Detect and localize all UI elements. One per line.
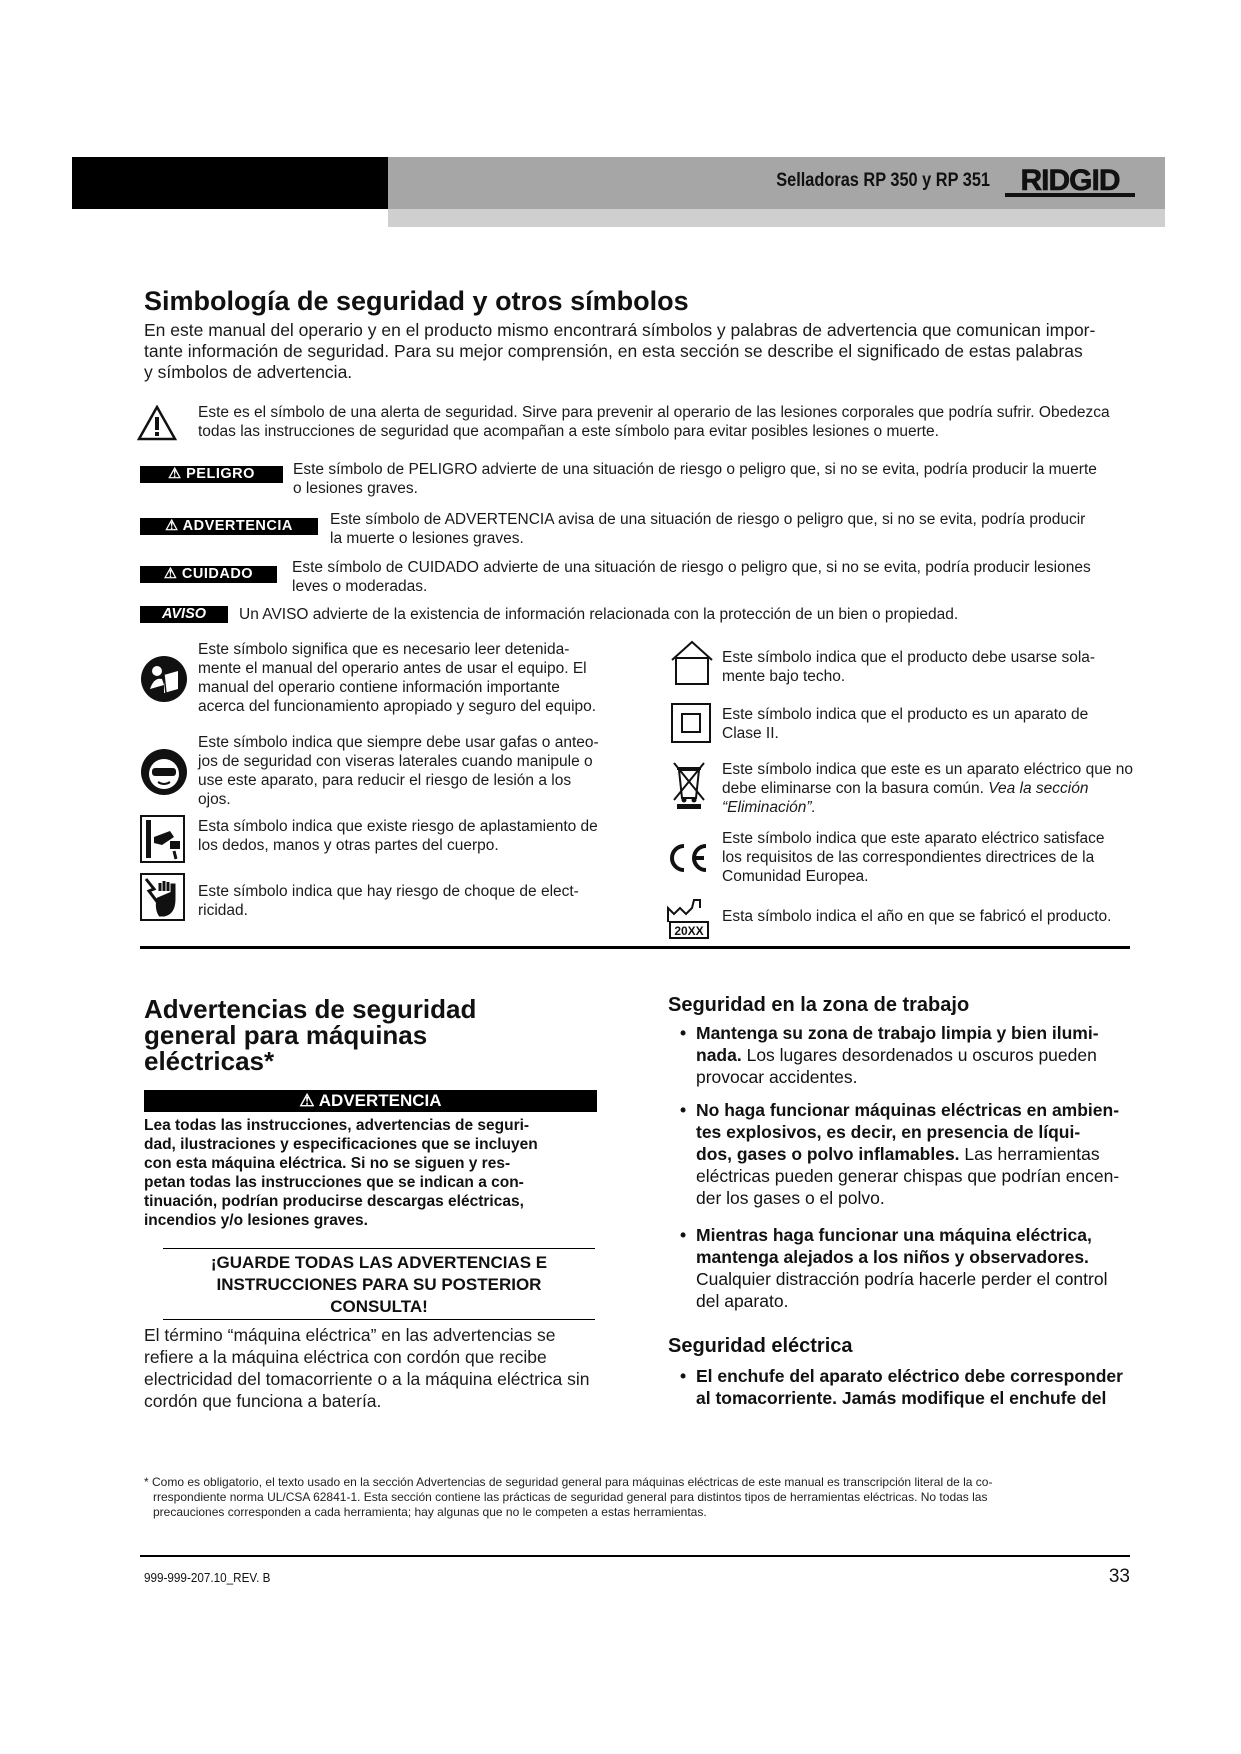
advertencia-banner-text: ADVERTENCIA <box>318 1091 442 1110</box>
class-ii-description <box>722 705 1172 743</box>
bold-line: Mantenga su zona de trabajo limpia y bien ilumi- <box>696 1023 1099 1043</box>
class-ii-icon <box>671 703 711 743</box>
term-line: cordón que funciona a batería. <box>144 1391 382 1411</box>
safety-glasses-icon <box>140 748 188 796</box>
manufacture-year-description: Esta símbolo indica el año en que se fabricó el producto. <box>722 908 1112 925</box>
symbol-line: ricidad. <box>198 902 248 919</box>
title-line: general para máquinas <box>144 1020 428 1050</box>
symbol-line: use este aparato, para reducir el riesgo de lesión a los <box>198 772 572 789</box>
bullet-dot: • <box>680 1023 687 1043</box>
warning-line: petan todas las instrucciones que se indican a con- <box>144 1174 524 1191</box>
save-line: CONSULTA! <box>330 1297 428 1316</box>
footnote-line: precauciones corresponden a cada herramienta; hay algunas que no le competen a estas herramientas. <box>153 1505 707 1519</box>
svg-text:RIDGID: RIDGID <box>1020 164 1120 197</box>
header-black-bar <box>72 157 388 209</box>
advertencia-text: ADVERTENCIA <box>182 518 293 534</box>
symbol-line-italic: “Eliminación”. <box>722 799 816 816</box>
symbol-line: Este símbolo indica que el producto es un aparato de <box>722 706 1089 723</box>
indoor-use-icon <box>668 640 716 686</box>
indoor-use-description <box>722 648 1172 686</box>
weee-bin-icon <box>671 760 707 810</box>
warning-line: tinuación, podrían producirse descargas eléctricas, <box>144 1193 524 1210</box>
symbol-line: Esta símbolo indica que existe riesgo de aplastamiento de <box>198 818 598 835</box>
year-label: 20XX <box>674 924 704 938</box>
page-number: 33 <box>1108 1566 1130 1587</box>
normal-line: eléctricas pueden generar chispas que podrían encen- <box>696 1166 1120 1186</box>
symbol-line: ojos. <box>198 791 231 808</box>
save-rule-bottom <box>163 1319 595 1320</box>
bold-line: El enchufe del aparato eléctrico debe corresponder <box>696 1366 1123 1386</box>
normal-line: Las herramientas <box>964 1144 1100 1164</box>
alert-small-icon: ⚠ <box>163 566 182 582</box>
peligro-label <box>140 466 283 483</box>
header-gray-strip <box>388 209 1165 227</box>
cuidado-label <box>140 566 277 583</box>
cuidado-text: CUIDADO <box>181 566 254 582</box>
ce-mark-icon <box>664 842 710 874</box>
bold-line: mantenga alejados a los niños y observadores. <box>696 1247 1089 1267</box>
advertencia-line: la muerte o lesiones graves. <box>330 530 524 547</box>
header-title: Selladoras RP 350 y RP 351 <box>776 170 990 191</box>
ridgid-logo <box>1005 163 1135 201</box>
symbol-line: Clase II. <box>722 725 779 742</box>
cuidado-line: leves o moderadas. <box>292 578 428 595</box>
doc-number: 999-999-207.10_REV. B <box>144 1570 271 1585</box>
peligro-description <box>293 460 1193 498</box>
alert-line: todas las instrucciones de seguridad que acompañan a este símbolo para evitar posibles lesiones o muerte. <box>198 423 939 440</box>
symbols-section-title: Simbología de seguridad y otros símbolos <box>144 286 689 316</box>
symbol-line: los dedos, manos y otras partes del cuerpo. <box>198 837 499 854</box>
symbol-line: Este símbolo indica que el producto debe usarse sola- <box>722 649 1096 666</box>
symbol-line: jos de seguridad con viseras laterales cuando manipule o <box>198 753 593 770</box>
save-line: ¡GUARDE TODAS LAS ADVERTENCIAS E <box>210 1253 548 1272</box>
symbol-line: Este símbolo indica que hay riesgo de choque de elect- <box>198 883 579 900</box>
symbol-line: Este símbolo significa que es necesario leer detenida- <box>198 641 570 658</box>
bold-line: nada. <box>696 1045 742 1065</box>
warning-paragraph <box>144 1116 604 1230</box>
intro-line: En este manual del operario y en el producto mismo encontrará símbolos y palabras de advertencia que comunican impor- <box>144 320 1096 340</box>
footnote-line: rrespondiente norma UL/CSA 62841-1. Esta sección contiene las prácticas de seguridad general para distintos tipos de herramientas eléctricas. No todas las <box>153 1490 988 1504</box>
aviso-description: Un AVISO advierte de la existencia de información relacionada con la protección de un bien o propiedad. <box>239 606 959 623</box>
symbol-line: Comunidad Europea. <box>722 868 869 885</box>
bold-line: tes explosivos, es decir, en presencia de líqui- <box>696 1122 1081 1142</box>
symbol-line: manual del operario contiene información importante <box>198 679 560 696</box>
symbol-line: debe eliminarse con la basura común. <box>722 780 984 797</box>
intro-line: tante información de seguridad. Para su mejor comprensión, en esta sección se describe el significado de estas palabras <box>144 341 1083 361</box>
symbols-intro <box>144 320 1184 383</box>
advertencia-label <box>140 518 318 535</box>
normal-line: provocar accidentes. <box>696 1067 858 1087</box>
electrical-item <box>680 1365 1160 1409</box>
alert-small-icon: ⚠ <box>168 466 187 482</box>
electric-shock-description <box>198 882 648 920</box>
term-line: refiere a la máquina eléctrica con cordón que recibe <box>144 1347 547 1367</box>
bold-line: No haga funcionar máquinas eléctricas en ambien- <box>696 1100 1120 1120</box>
crush-hazard-icon <box>140 815 185 863</box>
term-line: El término “máquina eléctrica” en las advertencias se <box>144 1325 556 1345</box>
title-line: eléctricas* <box>144 1046 275 1076</box>
general-safety-title <box>144 996 476 1074</box>
alert-line: Este es el símbolo de una alerta de seguridad. Sirve para prevenir al operario de las lesiones corporales que podría sufrir. Obedezca <box>198 404 1110 421</box>
work-area-item <box>680 1099 1160 1209</box>
bold-line: Mientras haga funcionar una máquina eléctrica, <box>696 1225 1092 1245</box>
symbol-line: Este símbolo indica que este es un aparato eléctrico que no <box>722 761 1134 778</box>
intro-line: y símbolos de advertencia. <box>144 362 353 382</box>
cuidado-description <box>292 558 1192 596</box>
warning-line: con esta máquina eléctrica. Si no se siguen y res- <box>144 1155 511 1172</box>
alert-description <box>198 403 1178 441</box>
safety-glasses-description <box>198 733 648 809</box>
electrical-safety-title: Seguridad eléctrica <box>668 1335 853 1357</box>
work-area-title: Seguridad en la zona de trabajo <box>668 994 970 1016</box>
ce-mark-description <box>722 829 1172 886</box>
cuidado-line: Este símbolo de CUIDADO advierte de una situación de riesgo o peligro que, si no se evita, podría producir lesiones <box>292 559 1091 576</box>
symbol-line: acerca del funcionamiento apropiado y seguro del equipo. <box>198 698 597 715</box>
symbol-line-italic: Vea la sección <box>988 780 1089 797</box>
manufacture-year-icon <box>666 898 712 940</box>
save-rule-top <box>163 1248 595 1249</box>
symbol-line: los requisitos de las correspondientes directrices de la <box>722 849 1095 866</box>
normal-line: Los lugares desordenados u oscuros pueden <box>746 1045 1097 1065</box>
footer-rule <box>140 1555 1130 1557</box>
warning-line: Lea todas las instrucciones, advertencias de seguri- <box>144 1117 530 1134</box>
symbol-line: Este símbolo indica que este aparato eléctrico satisface <box>722 830 1105 847</box>
title-line: Advertencias de seguridad <box>144 994 477 1024</box>
save-instructions <box>163 1252 595 1318</box>
normal-line: der los gases o el polvo. <box>696 1188 885 1208</box>
bullet-dot: • <box>680 1366 687 1386</box>
section-divider <box>140 946 1130 949</box>
peligro-text: PELIGRO <box>186 466 255 482</box>
advertencia-line: Este símbolo de ADVERTENCIA avisa de una situación de riesgo o peligro que, si no se evita, podría producir <box>330 511 1086 528</box>
footnote-line: * Como es obligatorio, el texto usado en la sección Advertencias de seguridad general para máquinas eléctricas de este manual es transcripción literal de la co- <box>144 1475 993 1489</box>
normal-line: Cualquier distracción podría hacerle perder el control <box>696 1269 1108 1289</box>
warning-line: incendios y/o lesiones graves. <box>144 1212 368 1229</box>
term-paragraph <box>144 1324 624 1412</box>
crush-hazard-description <box>198 817 648 855</box>
bold-line: dos, gases o polvo inflamables. <box>696 1144 960 1164</box>
read-manual-icon <box>140 655 188 703</box>
safety-alert-triangle-icon <box>137 405 177 441</box>
weee-description <box>722 760 1182 817</box>
work-area-item <box>680 1022 1160 1088</box>
normal-line: del aparato. <box>696 1291 789 1311</box>
work-area-item <box>680 1224 1160 1312</box>
warning-line: dad, ilustraciones y especificaciones que se incluyen <box>144 1136 538 1153</box>
bullet-dot: • <box>680 1100 687 1120</box>
alert-small-icon: ⚠ <box>165 518 183 534</box>
alert-small-icon: ⚠ <box>299 1091 319 1110</box>
read-manual-description <box>198 640 648 716</box>
save-line: INSTRUCCIONES PARA SU POSTERIOR <box>216 1275 542 1294</box>
peligro-line: Este símbolo de PELIGRO advierte de una situación de riesgo o peligro que, si no se evita, podría producir la muerte <box>293 461 1097 478</box>
symbol-line: Este símbolo indica que siempre debe usar gafas o anteo- <box>198 734 599 751</box>
term-line: electricidad del tomacorriente o a la máquina eléctrica sin <box>144 1369 590 1389</box>
footnote <box>144 1475 1134 1520</box>
symbol-line: mente el manual del operario antes de usar el equipo. El <box>198 660 587 677</box>
symbol-line: mente bajo techo. <box>722 668 846 685</box>
aviso-label: AVISO <box>140 606 228 623</box>
peligro-line: o lesiones graves. <box>293 480 418 497</box>
bold-line: al tomacorriente. Jamás modifique el enchufe del <box>696 1388 1107 1408</box>
advertencia-description <box>330 510 1190 548</box>
advertencia-banner <box>144 1090 597 1112</box>
bullet-dot: • <box>680 1225 687 1245</box>
electric-shock-icon <box>140 873 185 921</box>
